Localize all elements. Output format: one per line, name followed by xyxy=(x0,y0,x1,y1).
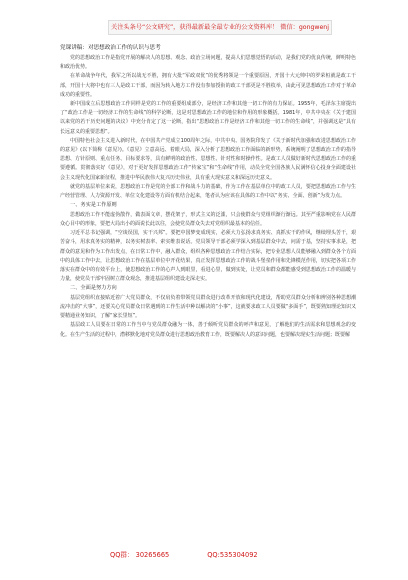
paragraph: 新中国成立后思想政治工作同样是党的工作的重要组成部分，是经济工作和其他一切工作的有力保证。1955年，毛泽东主席提出了“政治工作是一切经济工作的生命线”的科学论断，这是对思想政治工作的地位和作用的形象概括。1981年，中共中央在《关于建国以来党的若干历史问题的决议》中充分肯定了这一论断，指出“思想政治工作是经济工作和其他一切工作的生命线”，并强调这是“具有长远意义的重要思想”。 xyxy=(60,101,356,135)
paragraph: 思想政治工作不能虚伪散作，做表面文章，摆花架子，形式主义的泛滥，只会使群众与党组织渐行渐远。其至严重影响党在人民群众心目中的形象，要把大局出小的面说长此以往，会使党员群众失去对党组织最基本的信任。 xyxy=(60,211,356,227)
paragraph: 在革命战争年代，我军之所以战无不胜，拥有大批“军政双优”的优秀将领是一个重要原因，开国十大元帅中的罗荣桓就是政工干部，开国十大将中也有三人是政工干部，而因为转入地方工作没有参加授衔的政工干部更是不胜枚举，由此可见思想政治工作对于革命成功的重要性。 xyxy=(60,73,356,98)
paragraph: 中国特色社会主义进入新时代，在中国共产党成立100周年之际，中共中央、国务院印发了《关于新时代加强和改进思想政治工作的意见》(以下简称《意见》)。《意见》立意高远、着眼大局，深入分析了思想政治工作面临的新形势，系统阐明了思想政治工作的指导思想、方针原则、重点任务、目标要求等，具有鲜明的政治性、思想性、针对性和时操作性。是政工人员做好新时代思想政治工作的重要遵循。贯彻落实好《意见》，对于更好发挥思想政治工作“传家宝”和“生命线”作用，动员全党全国各族人民满怀信心投身全面建设社会主义现代化国家新征程，推进中华民族伟大复兴历史伟业，具有重大现实意义和深远历史意义。 xyxy=(60,137,356,181)
qq-group-label: QQ群： 30265665 xyxy=(110,551,170,559)
document-body xyxy=(60,43,356,340)
section-heading: 二、全面是努力方向 xyxy=(70,285,117,292)
section-heading: 一、务实是工作原则 xyxy=(70,202,117,209)
paragraph: 就党的基层单位来说，思想政治工作是党的全部工作和战斗力的基础，作为工作在基层单位中的政工人员，要把思想政治工作与生产经营管理、人力资源开发、单位文化建设等方面有机结合起来，笔者认为应该在具体的工作中以“务实、全面、创新”为发力点。 xyxy=(60,183,356,200)
footer-contact xyxy=(110,549,350,561)
paragraph: 基层政工人员要在日常的工作当中与党员群众融为一体，善于倾听党员群众的呼声和意见，了解他们的生活需求和思想观念的变化。在生产生活的过程中，潜移默化地对党员群众进行思想政治教育工作，既要解决人的意识问题，也要解决现实生活问题；既要解 xyxy=(60,322,356,338)
paragraph: 党的思想政治工作是指党开展的解决人的思想、观念、政治立场问题，提高人们思想觉悟的活动，是我们党的优良传统，鲜明特色和政治优势。 xyxy=(60,55,356,71)
header-banner xyxy=(108,20,332,35)
document-title: 党课讲稿：对思想政治工作的认识与思考 xyxy=(60,45,161,51)
paragraph: 基层党组织直接贴近着广大党员群众，不仅肩负着带领党员群众进行改革开放和现代化建设，帮助党员群众分析和辨别各种思想潮流冲击的“大事”，还要关心党员群众日常遇到的工作生活中种以解决的“小事”，这就要求政工人员要做“多面手”，既要熟知理论知识又要精通业务知识，了解“家长里短”。 xyxy=(60,294,356,320)
banner-text: 关注头条号“公文研究”，获得最新最全最专业的公文资料库！ 微信：gongwenj xyxy=(111,24,329,31)
paragraph: 习近平总书记强调，“空谈误国，实干兴邦”。要把中国梦变成现实，必须大力弘扬求真务实、真抓实干的作风，继续埋头苦干，艰苦奋斗，用求真务实的精神，以务实树表率、索实维表说话。党员领导干部必须学深入到基层群众中去，问需于基，坚持实事求是，把群众的意见和作为工作出发点，在日常工作中，融入群众，组织各种思想政治工作结合实际，把专业思想人员能够融入到群众各个方面中的具体工作中去，让思想政治工作在基层单位中开花结果，真正发挥思想政治工作的战斗堡垒作用和先锋模范作用，切实把各项工作落实在群众中的有效平台上，使思想政治工作的心声人到眼里，看进心里，做到实处，让党员和群众都能感受到思想政治工作的温暖与力量，使党员干部牢固树立群众观念，推进基层组织建设走深走实。 xyxy=(60,230,356,283)
qq-label: QQ:535304092 xyxy=(207,551,258,559)
